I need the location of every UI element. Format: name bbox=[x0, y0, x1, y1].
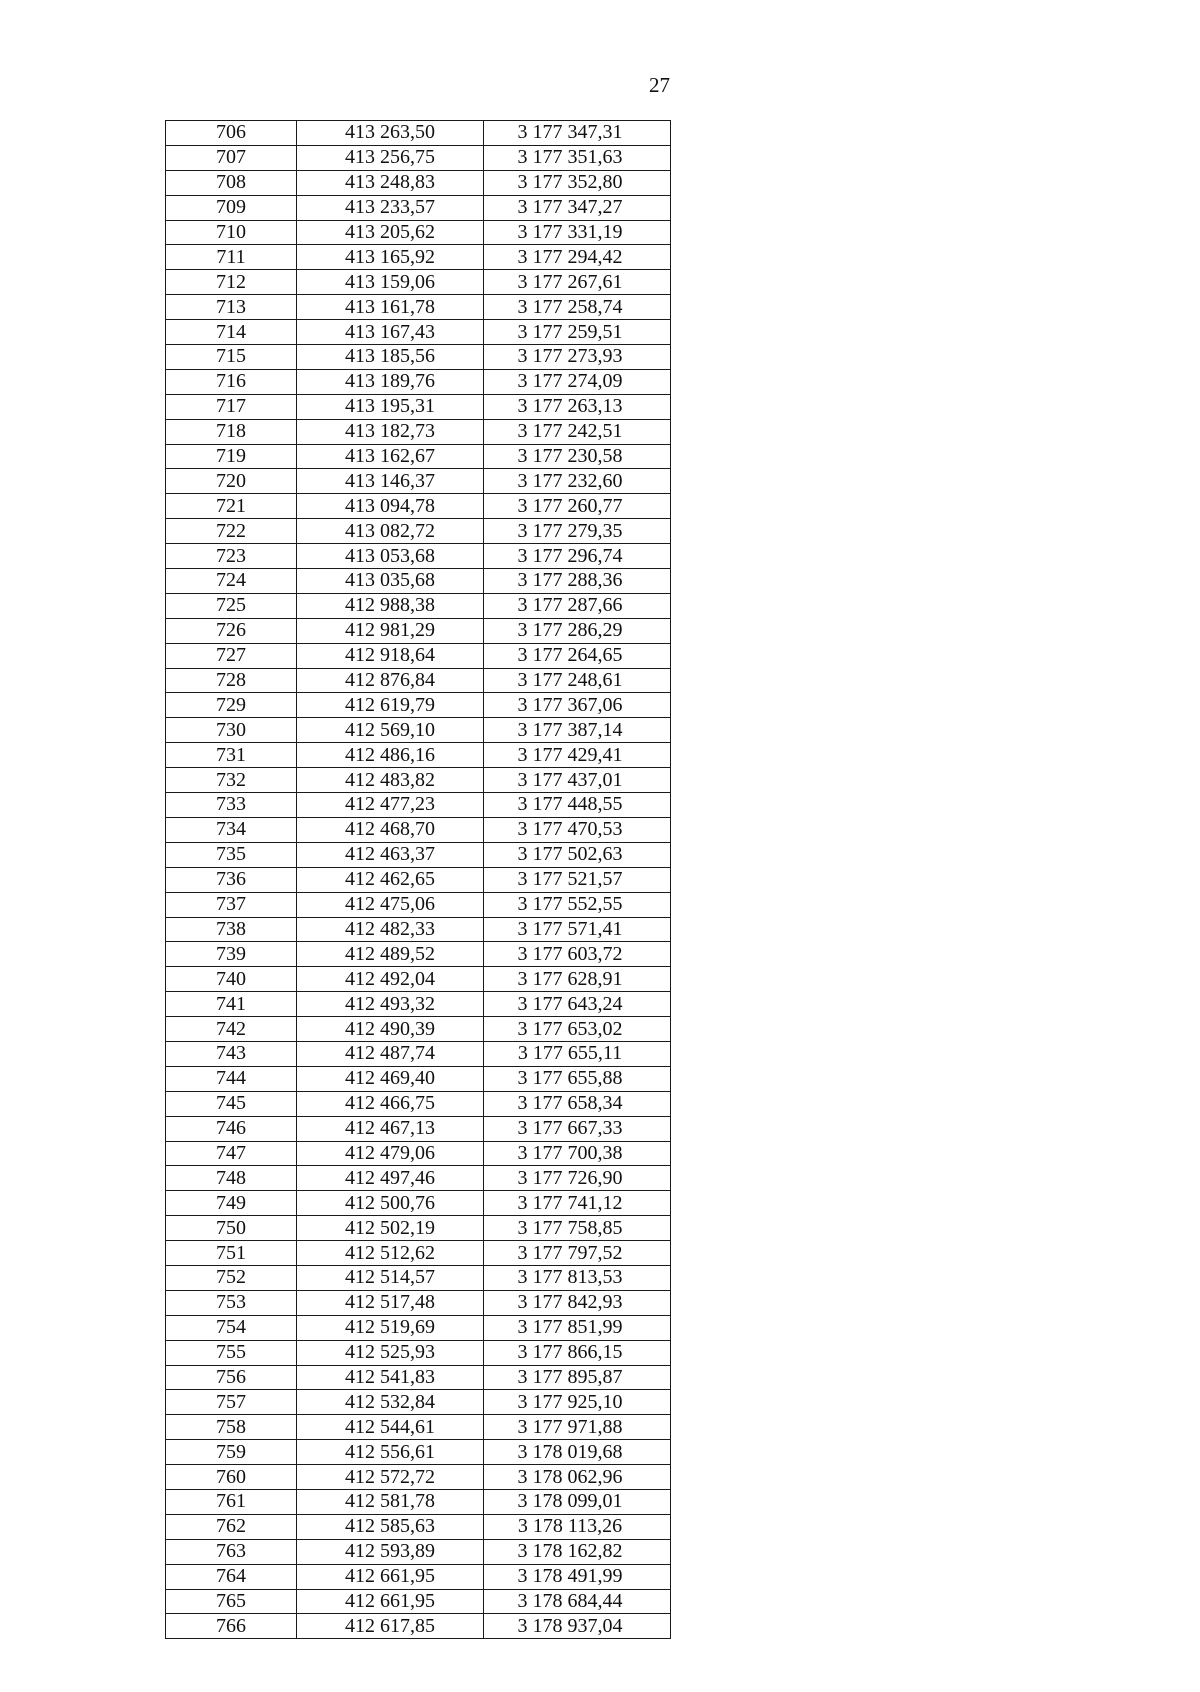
x-coordinate-cell: 412 479,06 bbox=[297, 1141, 484, 1166]
table-row bbox=[166, 992, 671, 1017]
x-coordinate-cell: 413 094,78 bbox=[297, 494, 484, 519]
table-row bbox=[166, 1091, 671, 1116]
x-coordinate-cell: 412 475,06 bbox=[297, 892, 484, 917]
y-coordinate-cell: 3 177 288,36 bbox=[484, 569, 671, 594]
table-row bbox=[166, 768, 671, 793]
point-number-cell: 762 bbox=[166, 1514, 297, 1539]
point-number-cell: 754 bbox=[166, 1315, 297, 1340]
point-number-cell: 720 bbox=[166, 469, 297, 494]
table-row bbox=[166, 419, 671, 444]
point-number-cell: 732 bbox=[166, 768, 297, 793]
point-number-cell: 715 bbox=[166, 345, 297, 370]
table-row bbox=[166, 917, 671, 942]
point-number-cell: 719 bbox=[166, 444, 297, 469]
point-number-cell: 766 bbox=[166, 1614, 297, 1639]
point-number-cell: 760 bbox=[166, 1465, 297, 1490]
x-coordinate-cell: 412 661,95 bbox=[297, 1589, 484, 1614]
point-number-cell: 734 bbox=[166, 817, 297, 842]
y-coordinate-cell: 3 177 258,74 bbox=[484, 295, 671, 320]
table-row bbox=[166, 1191, 671, 1216]
table-row bbox=[166, 942, 671, 967]
table-row bbox=[166, 1216, 671, 1241]
table-row bbox=[166, 1166, 671, 1191]
y-coordinate-cell: 3 177 352,80 bbox=[484, 170, 671, 195]
point-number-cell: 756 bbox=[166, 1365, 297, 1390]
point-number-cell: 738 bbox=[166, 917, 297, 942]
x-coordinate-cell: 412 569,10 bbox=[297, 718, 484, 743]
y-coordinate-cell: 3 177 347,27 bbox=[484, 195, 671, 220]
table-row bbox=[166, 643, 671, 668]
table-row bbox=[166, 1017, 671, 1042]
point-number-cell: 714 bbox=[166, 320, 297, 345]
table-row bbox=[166, 1390, 671, 1415]
table-row bbox=[166, 1340, 671, 1365]
table-row bbox=[166, 1141, 671, 1166]
table-row bbox=[166, 195, 671, 220]
x-coordinate-cell: 413 233,57 bbox=[297, 195, 484, 220]
y-coordinate-cell: 3 177 296,74 bbox=[484, 544, 671, 569]
y-coordinate-cell: 3 177 842,93 bbox=[484, 1290, 671, 1315]
table-row bbox=[166, 1066, 671, 1091]
x-coordinate-cell: 413 053,68 bbox=[297, 544, 484, 569]
y-coordinate-cell: 3 177 263,13 bbox=[484, 394, 671, 419]
x-coordinate-cell: 413 182,73 bbox=[297, 419, 484, 444]
point-number-cell: 747 bbox=[166, 1141, 297, 1166]
y-coordinate-cell: 3 177 552,55 bbox=[484, 892, 671, 917]
table-row bbox=[166, 519, 671, 544]
y-coordinate-cell: 3 177 286,29 bbox=[484, 618, 671, 643]
x-coordinate-cell: 412 585,63 bbox=[297, 1514, 484, 1539]
y-coordinate-cell: 3 177 895,87 bbox=[484, 1365, 671, 1390]
y-coordinate-cell: 3 178 162,82 bbox=[484, 1539, 671, 1564]
y-coordinate-cell: 3 177 279,35 bbox=[484, 519, 671, 544]
point-number-cell: 727 bbox=[166, 643, 297, 668]
x-coordinate-cell: 412 482,33 bbox=[297, 917, 484, 942]
point-number-cell: 753 bbox=[166, 1290, 297, 1315]
x-coordinate-cell: 412 497,46 bbox=[297, 1166, 484, 1191]
table-row bbox=[166, 793, 671, 818]
table-row bbox=[166, 1265, 671, 1290]
table-row bbox=[166, 1489, 671, 1514]
table-row bbox=[166, 817, 671, 842]
point-number-cell: 737 bbox=[166, 892, 297, 917]
point-number-cell: 726 bbox=[166, 618, 297, 643]
x-coordinate-cell: 413 195,31 bbox=[297, 394, 484, 419]
point-number-cell: 757 bbox=[166, 1390, 297, 1415]
table-row bbox=[166, 469, 671, 494]
y-coordinate-cell: 3 177 437,01 bbox=[484, 768, 671, 793]
table-row bbox=[166, 1290, 671, 1315]
point-number-cell: 708 bbox=[166, 170, 297, 195]
y-coordinate-cell: 3 177 230,58 bbox=[484, 444, 671, 469]
y-coordinate-cell: 3 178 113,26 bbox=[484, 1514, 671, 1539]
table-row bbox=[166, 1614, 671, 1639]
point-number-cell: 739 bbox=[166, 942, 297, 967]
table-row bbox=[166, 394, 671, 419]
table-row bbox=[166, 1465, 671, 1490]
point-number-cell: 746 bbox=[166, 1116, 297, 1141]
table-row bbox=[166, 121, 671, 146]
table-row bbox=[166, 369, 671, 394]
point-number-cell: 706 bbox=[166, 121, 297, 146]
y-coordinate-cell: 3 177 925,10 bbox=[484, 1390, 671, 1415]
table-row bbox=[166, 1589, 671, 1614]
y-coordinate-cell: 3 177 448,55 bbox=[484, 793, 671, 818]
point-number-cell: 758 bbox=[166, 1415, 297, 1440]
x-coordinate-cell: 413 256,75 bbox=[297, 145, 484, 170]
y-coordinate-cell: 3 178 099,01 bbox=[484, 1489, 671, 1514]
y-coordinate-cell: 3 177 294,42 bbox=[484, 245, 671, 270]
x-coordinate-cell: 412 462,65 bbox=[297, 867, 484, 892]
table-row bbox=[166, 1514, 671, 1539]
x-coordinate-cell: 413 082,72 bbox=[297, 519, 484, 544]
point-number-cell: 713 bbox=[166, 295, 297, 320]
point-number-cell: 718 bbox=[166, 419, 297, 444]
table-row bbox=[166, 145, 671, 170]
table-row bbox=[166, 593, 671, 618]
table-row bbox=[166, 270, 671, 295]
table-row bbox=[166, 693, 671, 718]
point-number-cell: 725 bbox=[166, 593, 297, 618]
point-number-cell: 763 bbox=[166, 1539, 297, 1564]
table-row bbox=[166, 245, 671, 270]
x-coordinate-cell: 412 572,72 bbox=[297, 1465, 484, 1490]
y-coordinate-cell: 3 178 062,96 bbox=[484, 1465, 671, 1490]
y-coordinate-cell: 3 177 521,57 bbox=[484, 867, 671, 892]
coordinates-table-body bbox=[166, 121, 671, 1639]
x-coordinate-cell: 412 593,89 bbox=[297, 1539, 484, 1564]
table-row bbox=[166, 1241, 671, 1266]
point-number-cell: 707 bbox=[166, 145, 297, 170]
x-coordinate-cell: 412 489,52 bbox=[297, 942, 484, 967]
point-number-cell: 765 bbox=[166, 1589, 297, 1614]
y-coordinate-cell: 3 177 274,09 bbox=[484, 369, 671, 394]
y-coordinate-cell: 3 177 347,31 bbox=[484, 121, 671, 146]
table-row bbox=[166, 1041, 671, 1066]
x-coordinate-cell: 412 918,64 bbox=[297, 643, 484, 668]
point-number-cell: 764 bbox=[166, 1564, 297, 1589]
point-number-cell: 744 bbox=[166, 1066, 297, 1091]
point-number-cell: 733 bbox=[166, 793, 297, 818]
y-coordinate-cell: 3 177 242,51 bbox=[484, 419, 671, 444]
x-coordinate-cell: 412 556,61 bbox=[297, 1440, 484, 1465]
y-coordinate-cell: 3 178 491,99 bbox=[484, 1564, 671, 1589]
x-coordinate-cell: 412 661,95 bbox=[297, 1564, 484, 1589]
x-coordinate-cell: 412 477,23 bbox=[297, 793, 484, 818]
y-coordinate-cell: 3 177 470,53 bbox=[484, 817, 671, 842]
y-coordinate-cell: 3 178 937,04 bbox=[484, 1614, 671, 1639]
table-row bbox=[166, 569, 671, 594]
table-row bbox=[166, 444, 671, 469]
y-coordinate-cell: 3 177 741,12 bbox=[484, 1191, 671, 1216]
y-coordinate-cell: 3 177 653,02 bbox=[484, 1017, 671, 1042]
table-row bbox=[166, 668, 671, 693]
y-coordinate-cell: 3 177 726,90 bbox=[484, 1166, 671, 1191]
point-number-cell: 741 bbox=[166, 992, 297, 1017]
x-coordinate-cell: 412 541,83 bbox=[297, 1365, 484, 1390]
coordinates-table bbox=[165, 120, 671, 1639]
y-coordinate-cell: 3 177 643,24 bbox=[484, 992, 671, 1017]
table-row bbox=[166, 867, 671, 892]
table-row bbox=[166, 1116, 671, 1141]
point-number-cell: 748 bbox=[166, 1166, 297, 1191]
x-coordinate-cell: 412 466,75 bbox=[297, 1091, 484, 1116]
y-coordinate-cell: 3 177 866,15 bbox=[484, 1340, 671, 1365]
table-row bbox=[166, 618, 671, 643]
x-coordinate-cell: 413 263,50 bbox=[297, 121, 484, 146]
table-row bbox=[166, 743, 671, 768]
x-coordinate-cell: 412 493,32 bbox=[297, 992, 484, 1017]
x-coordinate-cell: 413 035,68 bbox=[297, 569, 484, 594]
point-number-cell: 716 bbox=[166, 369, 297, 394]
point-number-cell: 750 bbox=[166, 1216, 297, 1241]
table-row bbox=[166, 718, 671, 743]
point-number-cell: 752 bbox=[166, 1265, 297, 1290]
x-coordinate-cell: 412 483,82 bbox=[297, 768, 484, 793]
table-row bbox=[166, 892, 671, 917]
y-coordinate-cell: 3 177 387,14 bbox=[484, 718, 671, 743]
y-coordinate-cell: 3 177 260,77 bbox=[484, 494, 671, 519]
y-coordinate-cell: 3 177 264,65 bbox=[484, 643, 671, 668]
point-number-cell: 724 bbox=[166, 569, 297, 594]
y-coordinate-cell: 3 177 655,11 bbox=[484, 1041, 671, 1066]
x-coordinate-cell: 412 519,69 bbox=[297, 1315, 484, 1340]
x-coordinate-cell: 412 500,76 bbox=[297, 1191, 484, 1216]
table-row bbox=[166, 1365, 671, 1390]
point-number-cell: 751 bbox=[166, 1241, 297, 1266]
x-coordinate-cell: 412 468,70 bbox=[297, 817, 484, 842]
y-coordinate-cell: 3 177 232,60 bbox=[484, 469, 671, 494]
point-number-cell: 736 bbox=[166, 867, 297, 892]
table-row bbox=[166, 220, 671, 245]
point-number-cell: 755 bbox=[166, 1340, 297, 1365]
table-row bbox=[166, 1315, 671, 1340]
point-number-cell: 717 bbox=[166, 394, 297, 419]
point-number-cell: 730 bbox=[166, 718, 297, 743]
table-row bbox=[166, 1415, 671, 1440]
x-coordinate-cell: 412 619,79 bbox=[297, 693, 484, 718]
table-row bbox=[166, 1440, 671, 1465]
x-coordinate-cell: 413 205,62 bbox=[297, 220, 484, 245]
point-number-cell: 723 bbox=[166, 544, 297, 569]
x-coordinate-cell: 412 988,38 bbox=[297, 593, 484, 618]
x-coordinate-cell: 412 467,13 bbox=[297, 1116, 484, 1141]
x-coordinate-cell: 413 165,92 bbox=[297, 245, 484, 270]
table-row bbox=[166, 842, 671, 867]
y-coordinate-cell: 3 177 267,61 bbox=[484, 270, 671, 295]
table-row bbox=[166, 295, 671, 320]
point-number-cell: 729 bbox=[166, 693, 297, 718]
point-number-cell: 743 bbox=[166, 1041, 297, 1066]
table-row bbox=[166, 494, 671, 519]
point-number-cell: 735 bbox=[166, 842, 297, 867]
y-coordinate-cell: 3 177 273,93 bbox=[484, 345, 671, 370]
table-row bbox=[166, 1564, 671, 1589]
x-coordinate-cell: 413 248,83 bbox=[297, 170, 484, 195]
x-coordinate-cell: 413 146,37 bbox=[297, 469, 484, 494]
y-coordinate-cell: 3 177 797,52 bbox=[484, 1241, 671, 1266]
point-number-cell: 709 bbox=[166, 195, 297, 220]
point-number-cell: 761 bbox=[166, 1489, 297, 1514]
y-coordinate-cell: 3 177 658,34 bbox=[484, 1091, 671, 1116]
table-row bbox=[166, 1539, 671, 1564]
table-row bbox=[166, 967, 671, 992]
y-coordinate-cell: 3 177 248,61 bbox=[484, 668, 671, 693]
point-number-cell: 731 bbox=[166, 743, 297, 768]
x-coordinate-cell: 412 463,37 bbox=[297, 842, 484, 867]
x-coordinate-cell: 413 189,76 bbox=[297, 369, 484, 394]
point-number-cell: 712 bbox=[166, 270, 297, 295]
y-coordinate-cell: 3 177 259,51 bbox=[484, 320, 671, 345]
y-coordinate-cell: 3 177 287,66 bbox=[484, 593, 671, 618]
y-coordinate-cell: 3 177 700,38 bbox=[484, 1141, 671, 1166]
point-number-cell: 711 bbox=[166, 245, 297, 270]
point-number-cell: 740 bbox=[166, 967, 297, 992]
x-coordinate-cell: 412 502,19 bbox=[297, 1216, 484, 1241]
y-coordinate-cell: 3 177 351,63 bbox=[484, 145, 671, 170]
point-number-cell: 759 bbox=[166, 1440, 297, 1465]
x-coordinate-cell: 412 544,61 bbox=[297, 1415, 484, 1440]
point-number-cell: 742 bbox=[166, 1017, 297, 1042]
point-number-cell: 745 bbox=[166, 1091, 297, 1116]
table-row bbox=[166, 170, 671, 195]
y-coordinate-cell: 3 177 971,88 bbox=[484, 1415, 671, 1440]
table-row bbox=[166, 544, 671, 569]
x-coordinate-cell: 412 581,78 bbox=[297, 1489, 484, 1514]
point-number-cell: 722 bbox=[166, 519, 297, 544]
x-coordinate-cell: 413 162,67 bbox=[297, 444, 484, 469]
y-coordinate-cell: 3 177 429,41 bbox=[484, 743, 671, 768]
x-coordinate-cell: 412 617,85 bbox=[297, 1614, 484, 1639]
x-coordinate-cell: 413 159,06 bbox=[297, 270, 484, 295]
y-coordinate-cell: 3 177 571,41 bbox=[484, 917, 671, 942]
point-number-cell: 728 bbox=[166, 668, 297, 693]
y-coordinate-cell: 3 177 367,06 bbox=[484, 693, 671, 718]
y-coordinate-cell: 3 178 019,68 bbox=[484, 1440, 671, 1465]
point-number-cell: 721 bbox=[166, 494, 297, 519]
page-number: 27 bbox=[649, 73, 670, 97]
point-number-cell: 710 bbox=[166, 220, 297, 245]
x-coordinate-cell: 412 469,40 bbox=[297, 1066, 484, 1091]
x-coordinate-cell: 412 514,57 bbox=[297, 1265, 484, 1290]
x-coordinate-cell: 413 167,43 bbox=[297, 320, 484, 345]
y-coordinate-cell: 3 177 667,33 bbox=[484, 1116, 671, 1141]
x-coordinate-cell: 412 876,84 bbox=[297, 668, 484, 693]
point-number-cell: 749 bbox=[166, 1191, 297, 1216]
x-coordinate-cell: 412 490,39 bbox=[297, 1017, 484, 1042]
table-row bbox=[166, 320, 671, 345]
y-coordinate-cell: 3 177 331,19 bbox=[484, 220, 671, 245]
x-coordinate-cell: 412 487,74 bbox=[297, 1041, 484, 1066]
x-coordinate-cell: 412 517,48 bbox=[297, 1290, 484, 1315]
table-row bbox=[166, 345, 671, 370]
y-coordinate-cell: 3 177 603,72 bbox=[484, 942, 671, 967]
y-coordinate-cell: 3 177 628,91 bbox=[484, 967, 671, 992]
y-coordinate-cell: 3 177 758,85 bbox=[484, 1216, 671, 1241]
x-coordinate-cell: 412 492,04 bbox=[297, 967, 484, 992]
x-coordinate-cell: 413 185,56 bbox=[297, 345, 484, 370]
y-coordinate-cell: 3 177 655,88 bbox=[484, 1066, 671, 1091]
y-coordinate-cell: 3 177 502,63 bbox=[484, 842, 671, 867]
y-coordinate-cell: 3 177 851,99 bbox=[484, 1315, 671, 1340]
x-coordinate-cell: 412 981,29 bbox=[297, 618, 484, 643]
x-coordinate-cell: 412 525,93 bbox=[297, 1340, 484, 1365]
x-coordinate-cell: 413 161,78 bbox=[297, 295, 484, 320]
y-coordinate-cell: 3 178 684,44 bbox=[484, 1589, 671, 1614]
x-coordinate-cell: 412 532,84 bbox=[297, 1390, 484, 1415]
x-coordinate-cell: 412 512,62 bbox=[297, 1241, 484, 1266]
x-coordinate-cell: 412 486,16 bbox=[297, 743, 484, 768]
y-coordinate-cell: 3 177 813,53 bbox=[484, 1265, 671, 1290]
